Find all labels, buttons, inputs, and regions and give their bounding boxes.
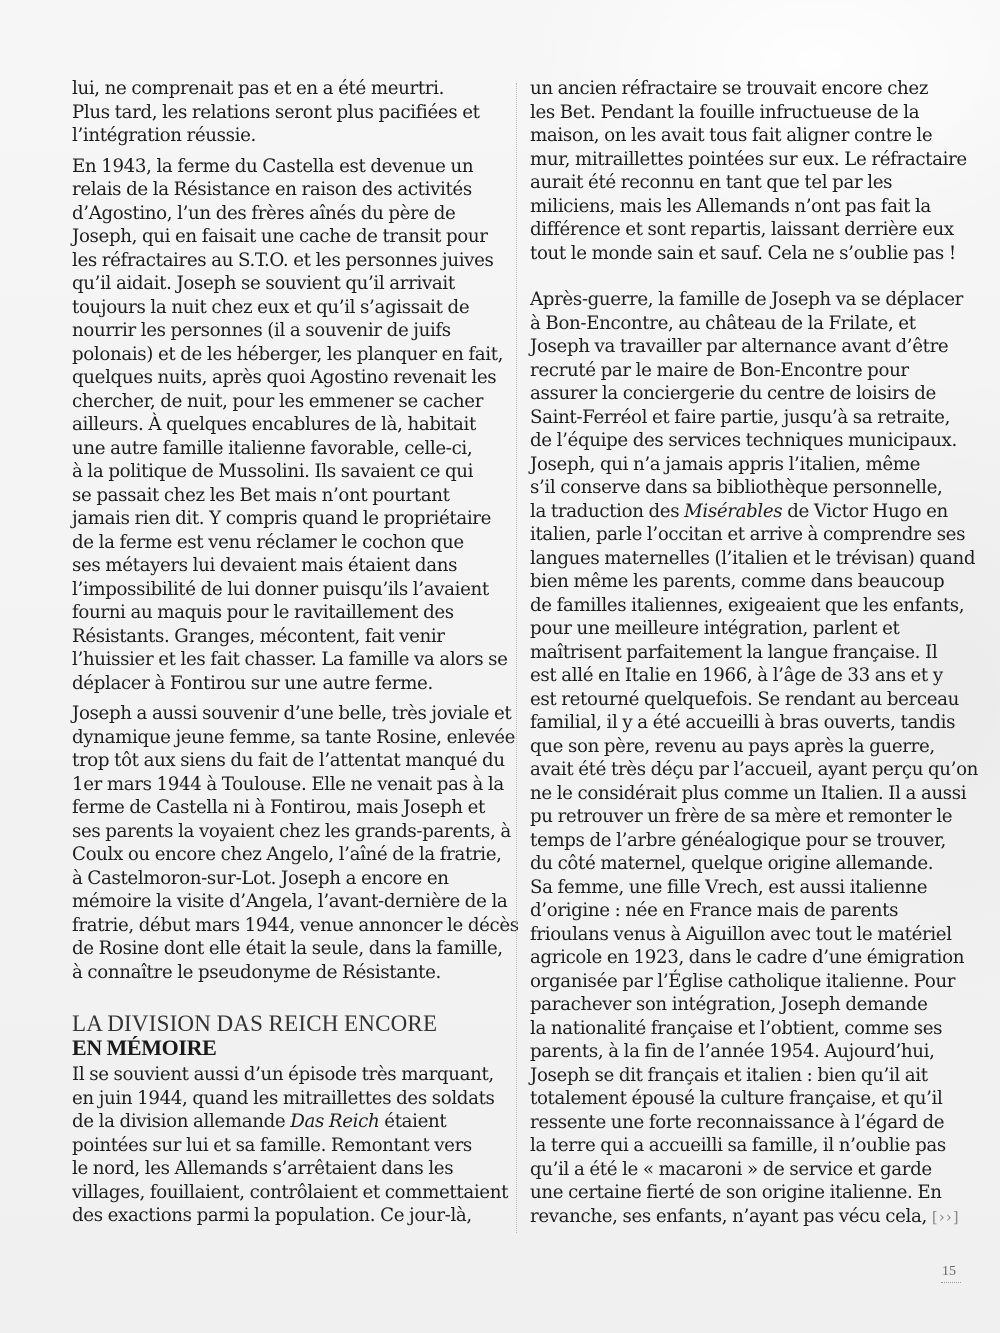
text-line: Joseph a aussi souvenir d’une belle, très joviale et [72,703,512,724]
text-line: dynamique jeune femme, sa tante Rosine, enlevée [72,726,516,748]
text-line: lui, ne comprenait pas et en a été meurtri. [72,78,445,99]
paragraph-4 [72,1063,512,1228]
text-line [530,500,962,524]
text-line: à Bon-Encontre, au château de la Frilate, et [530,312,916,334]
text-line: aurait été reconnu en tant que tel par les [530,172,893,193]
text-line: Il se souvient aussi d’un épisode très marquant, [72,1064,494,1085]
text-line: à connaître le pseudonyme de Résistante. [72,961,441,983]
text-line: de l’équipe des services techniques municipaux. [530,430,957,451]
text-line: la nationalité française et l’obtient, comme ses [530,1017,943,1039]
text-line: à Castelmoron-sur-Lot. Joseph a encore en [72,867,449,889]
text-line: maison, on les avait tous fait aligner contre le [530,125,933,146]
text-line: tout le monde sain et sauf. Cela ne s’oublie pas ! [530,242,956,264]
text-line: trop tôt aux siens du fait de l’attentat manqué du [72,750,505,771]
text-line: avait été très déçu par l’accueil, ayant perçu qu’on [530,759,979,780]
text-line: est retourné quelquefois. Se rendant au berceau [530,688,959,710]
text-line: agricole en 1923, dans le cadre d’une émigration [530,947,965,968]
text-line: relais de la Résistance en raison des activités [72,179,472,200]
text-line: fratrie, début mars 1944, venue annoncer le décès [72,914,519,936]
text-line: toujours la nuit chez eux et qu’il s’agissait de [72,296,470,318]
text-line: Coulx ou encore chez Angelo, l’aîné de la fratrie, [72,844,502,865]
text-line: une certaine fierté de son origine italienne. En [530,1182,942,1203]
text-line: totalement épousé la culture française, et qu’il [530,1088,943,1109]
text-line: Joseph, qui en faisait une cache de transit pour [72,226,488,247]
text-line: que son père, revenu au pays après la guerre, [530,735,935,757]
page-number-underline [941,1282,961,1283]
text-line: bien même les parents, comme dans beaucoup [530,571,945,592]
text-line: langues maternelles (l’italien et le trévisan) quand [530,547,976,569]
continued-marker-icon: [››] [931,1207,960,1226]
text-line: en juin 1944, quand les mitraillettes des soldats [72,1087,495,1109]
text-line: Résistants. Granges, mécontent, fait venir [72,625,445,647]
text-line: est allé en Italie en 1966, à l’âge de 33 ans et y [530,665,943,686]
text-line: jamais rien dit. Y compris quand le propriétaire [72,508,492,529]
text-line: les réfractaires au S.T.O. et les personnes juives [72,249,494,271]
text-line: les Bet. Pendant la fouille infructueuse de la [530,101,920,123]
paragraph-1 [72,77,512,148]
text-fragment: la traduction des [530,500,685,522]
text-line: miliciens, mais les Allemands n’ont pas fait la [530,195,931,217]
text-line: d’Agostino, l’un des frères aînés du père de [72,202,456,224]
paragraph-3 [72,702,519,984]
text-line: Joseph va travailler par alternance avant d’être [530,336,949,357]
text-line: ne le considérait plus comme un Italien. Il a aussi [530,782,967,804]
text-line: s’il conserve dans sa bibliothèque personnelle, [530,477,943,498]
paragraph-2 [72,155,512,696]
text-line: mur, mitraillettes pointées sur eux. Le réfractaire [530,148,967,170]
left-column [72,77,519,1228]
text-line: Après-guerre, la famille de Joseph va se déplacer [530,289,963,310]
text-line: la terre qui a accueilli sa famille, il n’oublie pas [530,1135,946,1156]
text-line: une autre famille italienne favorable, celle-ci, [72,437,473,459]
text-line: Saint-Ferréol et faire partie, jusqu’à sa retraite, [530,406,951,428]
section-heading [72,1012,512,1060]
text-fragment: étaient [379,1111,447,1132]
text-line: déplacer à Fontirou sur une autre ferme. [72,672,433,694]
text-line: frioulans venus à Aiguillon avec tout le matériel [530,923,952,945]
text-line: Sa femme, une fille Vrech, est aussi italienne [530,876,928,898]
text-line: l’huissier et les fait chasser. La famille va alors se [72,649,508,670]
text-line: le nord, les Allemands s’arrêtaient dans les [72,1158,454,1179]
right-column [530,77,979,1229]
text-line: l’intégration réussie. [72,125,256,146]
section-heading-light: LA DIVISION DAS REICH ENCORE [72,1011,438,1036]
section-heading-bold: EN MÉMOIRE [72,1035,217,1060]
text-fragment: de la division allemande [72,1111,291,1132]
text-line: pour une meilleure intégration, parlent et [530,618,900,639]
text-line: se passait chez les Bet mais n’ont pourtant [72,484,450,506]
text-line: de Rosine dont elle était la seule, dans la famille, [72,938,503,959]
text-line: qu’il a été le « macaroni » de service et garde [530,1158,932,1180]
text-line: quelques nuits, après quoi Agostino revenait les [72,367,497,388]
text-line: maîtrisent parfaitement la langue française. Il [530,641,938,663]
text-line: pu retrouver un frère de sa mère et remonter le [530,806,953,827]
paragraph-5 [530,77,967,265]
text-line: à la politique de Mussolini. Ils savaient ce qui [72,461,474,482]
text-line: ailleurs. À quelques encablures de là, habitait [72,414,476,435]
text-line: organisée par l’Église catholique italienne. Pour [530,970,956,992]
text-line: chercher, de nuit, pour les emmener se cacher [72,390,484,412]
text-line: Plus tard, les relations seront plus pacifiées et [72,101,480,123]
text-line: un ancien réfractaire se trouvait encore chez [530,78,929,99]
text-line: de familles italiennes, exigeaient que les enfants, [530,594,965,616]
text-line: ferme de Castella ni à Fontirou, mais Joseph et [72,797,485,818]
text-line: temps de l’arbre généalogique pour se trouver, [530,829,946,851]
text-line: italien, parle l’occitan et arrive à comprendre ses [530,524,966,545]
text-fragment: de Victor Hugo en [782,500,948,522]
text-line: Joseph se dit français et italien : bien qu’il ait [530,1064,928,1086]
text-line: mémoire la visite d’Angela, l’avant-dernière de la [72,891,508,912]
text-fragment: revanche, ses enfants, n’ayant pas vécu cela, [530,1205,932,1227]
text-line: familial, il y a été accueilli à bras ouverts, tandis [530,712,956,733]
text-line: ressente une forte reconnaissance à l’égard de [530,1111,945,1133]
italic-title: Das Reich [290,1111,380,1132]
text-line: recruté par le maire de Bon-Encontre pour [530,359,909,381]
text-line: nourrir les personnes (il a souvenir de juifs [72,320,451,341]
text-line: En 1943, la ferme du Castella est devenue un [72,155,474,177]
text-line: l’impossibilité de lui donner puisqu’ils l’avaient [72,578,489,600]
text-line: pointées sur lui et sa famille. Remontant vers [72,1134,472,1156]
text-line: de la ferme est venu réclamer le cochon que [72,531,464,553]
italic-title: Misérables [684,500,783,522]
text-line: villages, fouillaient, contrôlaient et commettaient [72,1181,509,1203]
text-line: polonais) et de les héberger, les planquer en fait, [72,343,504,365]
page-number: 15 [942,1264,956,1279]
text-line: Joseph, qui n’a jamais appris l’italien, même [530,453,921,475]
text-line: d’origine : née en France mais de parents [530,900,899,921]
text-line [530,1205,962,1230]
column-divider [516,83,517,1233]
text-line: ses parents la voyaient chez les grands-parents, à [72,820,511,842]
text-line: qu’il aidait. Joseph se souvient qu’il arrivait [72,273,455,294]
text-line: du côté maternel, quelque origine allemande. [530,853,934,874]
text-line: différence et sont repartis, laissant derrière eux [530,219,954,240]
paragraph-6 [530,288,979,1229]
text-line: parents, à la fin de l’année 1954. Aujourd’hui, [530,1041,935,1062]
text-line: parachever son intégration, Joseph demande [530,994,928,1015]
text-line: ses métayers lui devaient mais étaient dans [72,555,458,576]
text-line: des exactions parmi la population. Ce jour-là, [72,1205,472,1226]
text-line: fourni au maquis pour le ravitaillement des [72,602,454,623]
text-line: 1er mars 1944 à Toulouse. Elle ne venait pas à la [72,773,504,795]
text-line [72,1110,512,1134]
text-line: assurer la conciergerie du centre de loisirs de [530,383,936,404]
